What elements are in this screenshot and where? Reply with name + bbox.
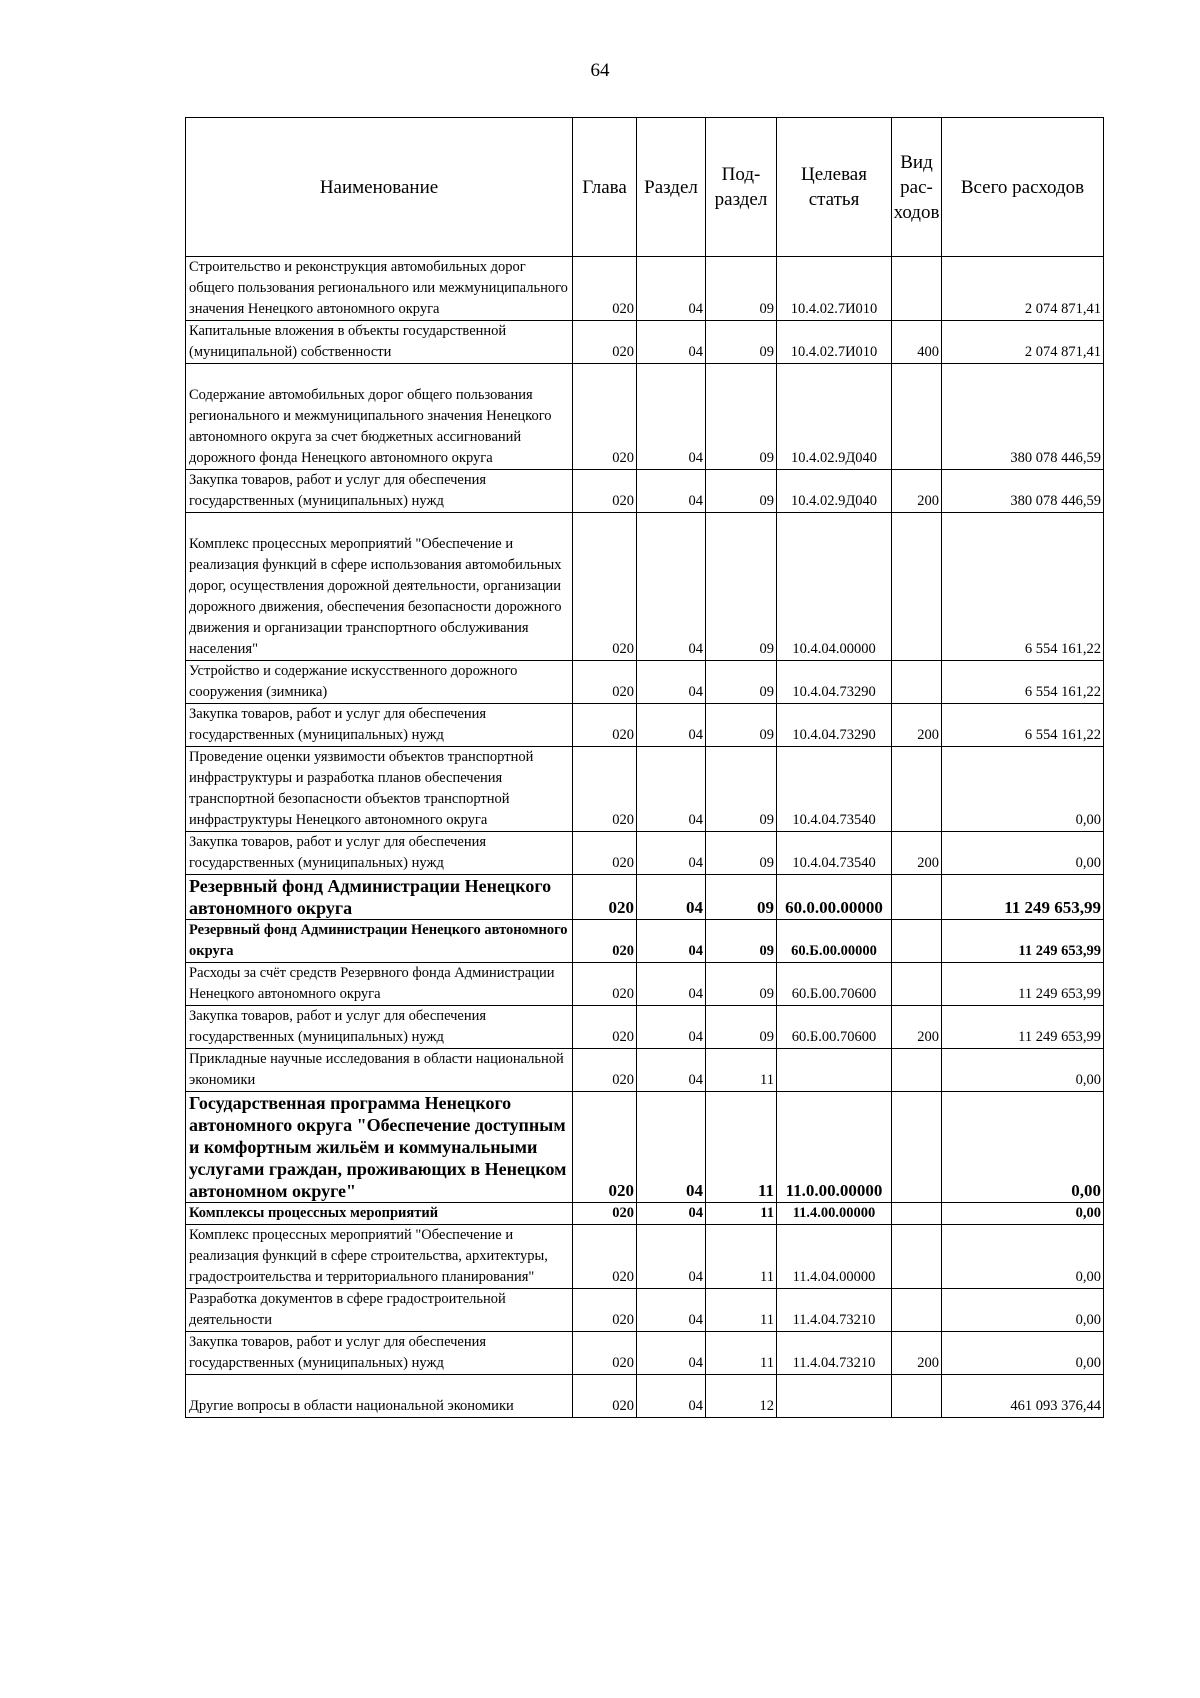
row-vid — [892, 747, 942, 832]
row-glava: 020 — [573, 704, 637, 747]
row-vid — [892, 1225, 942, 1289]
row-total: 11 249 653,99 — [942, 963, 1104, 1006]
row-glava: 020 — [573, 1203, 637, 1225]
row-podrazdel: 11 — [706, 1092, 777, 1203]
row-razdel: 04 — [637, 747, 706, 832]
row-name: Проведение оценки уязвимости объектов транспортной инфраструктуры и разработка планов обеспечения транспортной безопасности объектов транспортной инфраструктуры Ненецкого автономного округа — [186, 747, 573, 832]
row-podrazdel: 11 — [706, 1332, 777, 1375]
row-total: 11 249 653,99 — [942, 1006, 1104, 1049]
row-razdel: 04 — [637, 513, 706, 661]
row-razdel: 04 — [637, 875, 706, 920]
row-name: Резервный фонд Администрации Ненецкого автономного округа — [186, 920, 573, 963]
table-row — [186, 1289, 1104, 1332]
row-razdel: 04 — [637, 963, 706, 1006]
table-row — [186, 1225, 1104, 1289]
row-glava: 020 — [573, 920, 637, 963]
row-celevaya: 10.4.02.9Д040 — [777, 364, 892, 470]
row-name: Закупка товаров, работ и услуг для обеспечения государственных (муниципальных) нужд — [186, 832, 573, 875]
table-row — [186, 875, 1104, 920]
budget-table — [185, 117, 1104, 1418]
row-celevaya: 10.4.04.73290 — [777, 661, 892, 704]
row-celevaya: 10.4.04.73540 — [777, 832, 892, 875]
row-podrazdel: 09 — [706, 364, 777, 470]
row-vid — [892, 1375, 942, 1418]
row-vid — [892, 1049, 942, 1092]
row-total: 0,00 — [942, 1332, 1104, 1375]
row-razdel: 04 — [637, 920, 706, 963]
row-total: 461 093 376,44 — [942, 1375, 1104, 1418]
row-name: Резервный фонд Администрации Ненецкого автономного округа — [186, 875, 573, 920]
row-vid — [892, 257, 942, 321]
row-glava: 020 — [573, 747, 637, 832]
row-total: 0,00 — [942, 1289, 1104, 1332]
row-name: Закупка товаров, работ и услуг для обеспечения государственных (муниципальных) нужд — [186, 1006, 573, 1049]
row-total: 2 074 871,41 — [942, 257, 1104, 321]
row-glava: 020 — [573, 257, 637, 321]
row-glava: 020 — [573, 1332, 637, 1375]
row-celevaya — [777, 1049, 892, 1092]
row-celevaya: 10.4.02.7И010 — [777, 321, 892, 364]
row-name: Устройство и содержание искусственного дорожного сооружения (зимника) — [186, 661, 573, 704]
row-total: 2 074 871,41 — [942, 321, 1104, 364]
row-razdel: 04 — [637, 1289, 706, 1332]
row-podrazdel: 11 — [706, 1203, 777, 1225]
row-celevaya: 11.4.04.00000 — [777, 1225, 892, 1289]
row-celevaya: 11.4.04.73210 — [777, 1289, 892, 1332]
row-glava: 020 — [573, 1375, 637, 1418]
table-row — [186, 321, 1104, 364]
row-vid — [892, 963, 942, 1006]
row-name: Содержание автомобильных дорог общего пользования регионального и межмуниципального значения Ненецкого автономного округа за счет бюджетных ассигнований дорожного фонда Ненецкого автономного округа — [186, 364, 573, 470]
row-vid: 200 — [892, 1332, 942, 1375]
row-name: Строительство и реконструкция автомобильных дорог общего пользования регионального или межмуниципального значения Ненецкого автономного округа — [186, 257, 573, 321]
row-name: Комплекс процессных мероприятий "Обеспечение и реализация функций в сфере использования автомобильных дорог, осуществления дорожной деятельности, организации дорожного движения, обеспечения безопасности дорожного движения и организации транспортного обслуживания населения" — [186, 513, 573, 661]
row-podrazdel: 12 — [706, 1375, 777, 1418]
row-vid — [892, 875, 942, 920]
row-celevaya: 10.4.04.73540 — [777, 747, 892, 832]
row-celevaya: 11.4.04.73210 — [777, 1332, 892, 1375]
table-row — [186, 661, 1104, 704]
table-row — [186, 920, 1104, 963]
row-razdel: 04 — [637, 1225, 706, 1289]
row-total: 0,00 — [942, 1092, 1104, 1203]
row-vid: 200 — [892, 704, 942, 747]
row-razdel: 04 — [637, 257, 706, 321]
table-row — [186, 257, 1104, 321]
row-glava: 020 — [573, 875, 637, 920]
page-number: 64 — [590, 60, 610, 81]
row-vid — [892, 364, 942, 470]
row-name: Государственная программа Ненецкого автономного округа "Обеспечение доступным и комфортным жильём и коммунальными услугами граждан, проживающих в Ненецком автономном округе" — [186, 1092, 573, 1203]
row-razdel: 04 — [637, 704, 706, 747]
row-celevaya: 10.4.02.7И010 — [777, 257, 892, 321]
table-row — [186, 1375, 1104, 1418]
row-celevaya: 60.Б.00.70600 — [777, 1006, 892, 1049]
row-podrazdel: 09 — [706, 963, 777, 1006]
table-row — [186, 747, 1104, 832]
row-vid: 200 — [892, 832, 942, 875]
header-glava: Глава — [573, 118, 637, 257]
row-total: 380 078 446,59 — [942, 364, 1104, 470]
row-celevaya: 11.0.00.00000 — [777, 1092, 892, 1203]
table-row — [186, 1049, 1104, 1092]
table-row — [186, 470, 1104, 513]
row-total: 380 078 446,59 — [942, 470, 1104, 513]
header-podrazdel: Под- раздел — [706, 118, 777, 257]
row-vid: 400 — [892, 321, 942, 364]
row-razdel: 04 — [637, 1092, 706, 1203]
table-row — [186, 364, 1104, 470]
row-vid: 200 — [892, 1006, 942, 1049]
row-glava: 020 — [573, 832, 637, 875]
row-total: 6 554 161,22 — [942, 704, 1104, 747]
row-podrazdel: 09 — [706, 257, 777, 321]
table-row — [186, 513, 1104, 661]
row-podrazdel: 09 — [706, 661, 777, 704]
row-celevaya: 60.Б.00.00000 — [777, 920, 892, 963]
row-glava: 020 — [573, 1289, 637, 1332]
header-row — [186, 118, 1104, 257]
row-celevaya: 60.Б.00.70600 — [777, 963, 892, 1006]
row-podrazdel: 11 — [706, 1289, 777, 1332]
row-razdel: 04 — [637, 470, 706, 513]
table-row — [186, 1006, 1104, 1049]
row-glava: 020 — [573, 963, 637, 1006]
row-razdel: 04 — [637, 364, 706, 470]
row-vid — [892, 1092, 942, 1203]
row-total: 11 249 653,99 — [942, 875, 1104, 920]
row-razdel: 04 — [637, 1049, 706, 1092]
row-vid — [892, 513, 942, 661]
row-razdel: 04 — [637, 661, 706, 704]
row-glava: 020 — [573, 1006, 637, 1049]
row-razdel: 04 — [637, 1203, 706, 1225]
row-podrazdel: 09 — [706, 832, 777, 875]
row-podrazdel: 09 — [706, 1006, 777, 1049]
table-row — [186, 963, 1104, 1006]
row-razdel: 04 — [637, 1375, 706, 1418]
table-row — [186, 1092, 1104, 1203]
row-vid — [892, 1203, 942, 1225]
header-name: Наименование — [186, 118, 573, 257]
row-name: Закупка товаров, работ и услуг для обеспечения государственных (муниципальных) нужд — [186, 470, 573, 513]
row-total: 0,00 — [942, 1203, 1104, 1225]
row-vid — [892, 661, 942, 704]
row-total: 11 249 653,99 — [942, 920, 1104, 963]
row-glava: 020 — [573, 1049, 637, 1092]
row-vid: 200 — [892, 470, 942, 513]
row-total: 6 554 161,22 — [942, 513, 1104, 661]
row-celevaya: 60.0.00.00000 — [777, 875, 892, 920]
table-row — [186, 1332, 1104, 1375]
row-name: Закупка товаров, работ и услуг для обеспечения государственных (муниципальных) нужд — [186, 1332, 573, 1375]
row-podrazdel: 11 — [706, 1225, 777, 1289]
table-row — [186, 704, 1104, 747]
row-name: Прикладные научные исследования в области национальной экономики — [186, 1049, 573, 1092]
row-celevaya: 10.4.02.9Д040 — [777, 470, 892, 513]
row-glava: 020 — [573, 513, 637, 661]
row-glava: 020 — [573, 1092, 637, 1203]
row-razdel: 04 — [637, 321, 706, 364]
row-podrazdel: 09 — [706, 513, 777, 661]
table-row — [186, 832, 1104, 875]
header-vid: Вид рас- ходов — [892, 118, 942, 257]
row-name: Комплексы процессных мероприятий — [186, 1203, 573, 1225]
row-vid — [892, 1289, 942, 1332]
row-total: 0,00 — [942, 832, 1104, 875]
row-glava: 020 — [573, 470, 637, 513]
row-name: Другие вопросы в области национальной экономики — [186, 1375, 573, 1418]
row-vid — [892, 920, 942, 963]
row-podrazdel: 09 — [706, 470, 777, 513]
row-glava: 020 — [573, 321, 637, 364]
row-podrazdel: 11 — [706, 1049, 777, 1092]
row-celevaya: 10.4.04.73290 — [777, 704, 892, 747]
row-celevaya — [777, 1375, 892, 1418]
row-name: Комплекс процессных мероприятий "Обеспечение и реализация функций в сфере строительства, архитектуры, градостроительства и территориального планирования" — [186, 1225, 573, 1289]
row-total: 0,00 — [942, 747, 1104, 832]
row-total: 0,00 — [942, 1049, 1104, 1092]
row-glava: 020 — [573, 364, 637, 470]
row-podrazdel: 09 — [706, 747, 777, 832]
row-celevaya: 11.4.00.00000 — [777, 1203, 892, 1225]
row-glava: 020 — [573, 661, 637, 704]
row-glava: 020 — [573, 1225, 637, 1289]
row-podrazdel: 09 — [706, 321, 777, 364]
row-name: Расходы за счёт средств Резервного фонда Администрации Ненецкого автономного округа — [186, 963, 573, 1006]
row-podrazdel: 09 — [706, 875, 777, 920]
row-podrazdel: 09 — [706, 920, 777, 963]
header-razdel: Раздел — [637, 118, 706, 257]
row-razdel: 04 — [637, 1332, 706, 1375]
row-razdel: 04 — [637, 832, 706, 875]
row-podrazdel: 09 — [706, 704, 777, 747]
table-row — [186, 1203, 1104, 1225]
row-name: Закупка товаров, работ и услуг для обеспечения государственных (муниципальных) нужд — [186, 704, 573, 747]
header-celevaya: Целевая статья — [777, 118, 892, 257]
row-total: 0,00 — [942, 1225, 1104, 1289]
row-razdel: 04 — [637, 1006, 706, 1049]
row-total: 6 554 161,22 — [942, 661, 1104, 704]
header-total: Всего расходов — [942, 118, 1104, 257]
row-celevaya: 10.4.04.00000 — [777, 513, 892, 661]
row-name: Разработка документов в сфере градостроительной деятельности — [186, 1289, 573, 1332]
row-name: Капитальные вложения в объекты государственной (муниципальной) собственности — [186, 321, 573, 364]
